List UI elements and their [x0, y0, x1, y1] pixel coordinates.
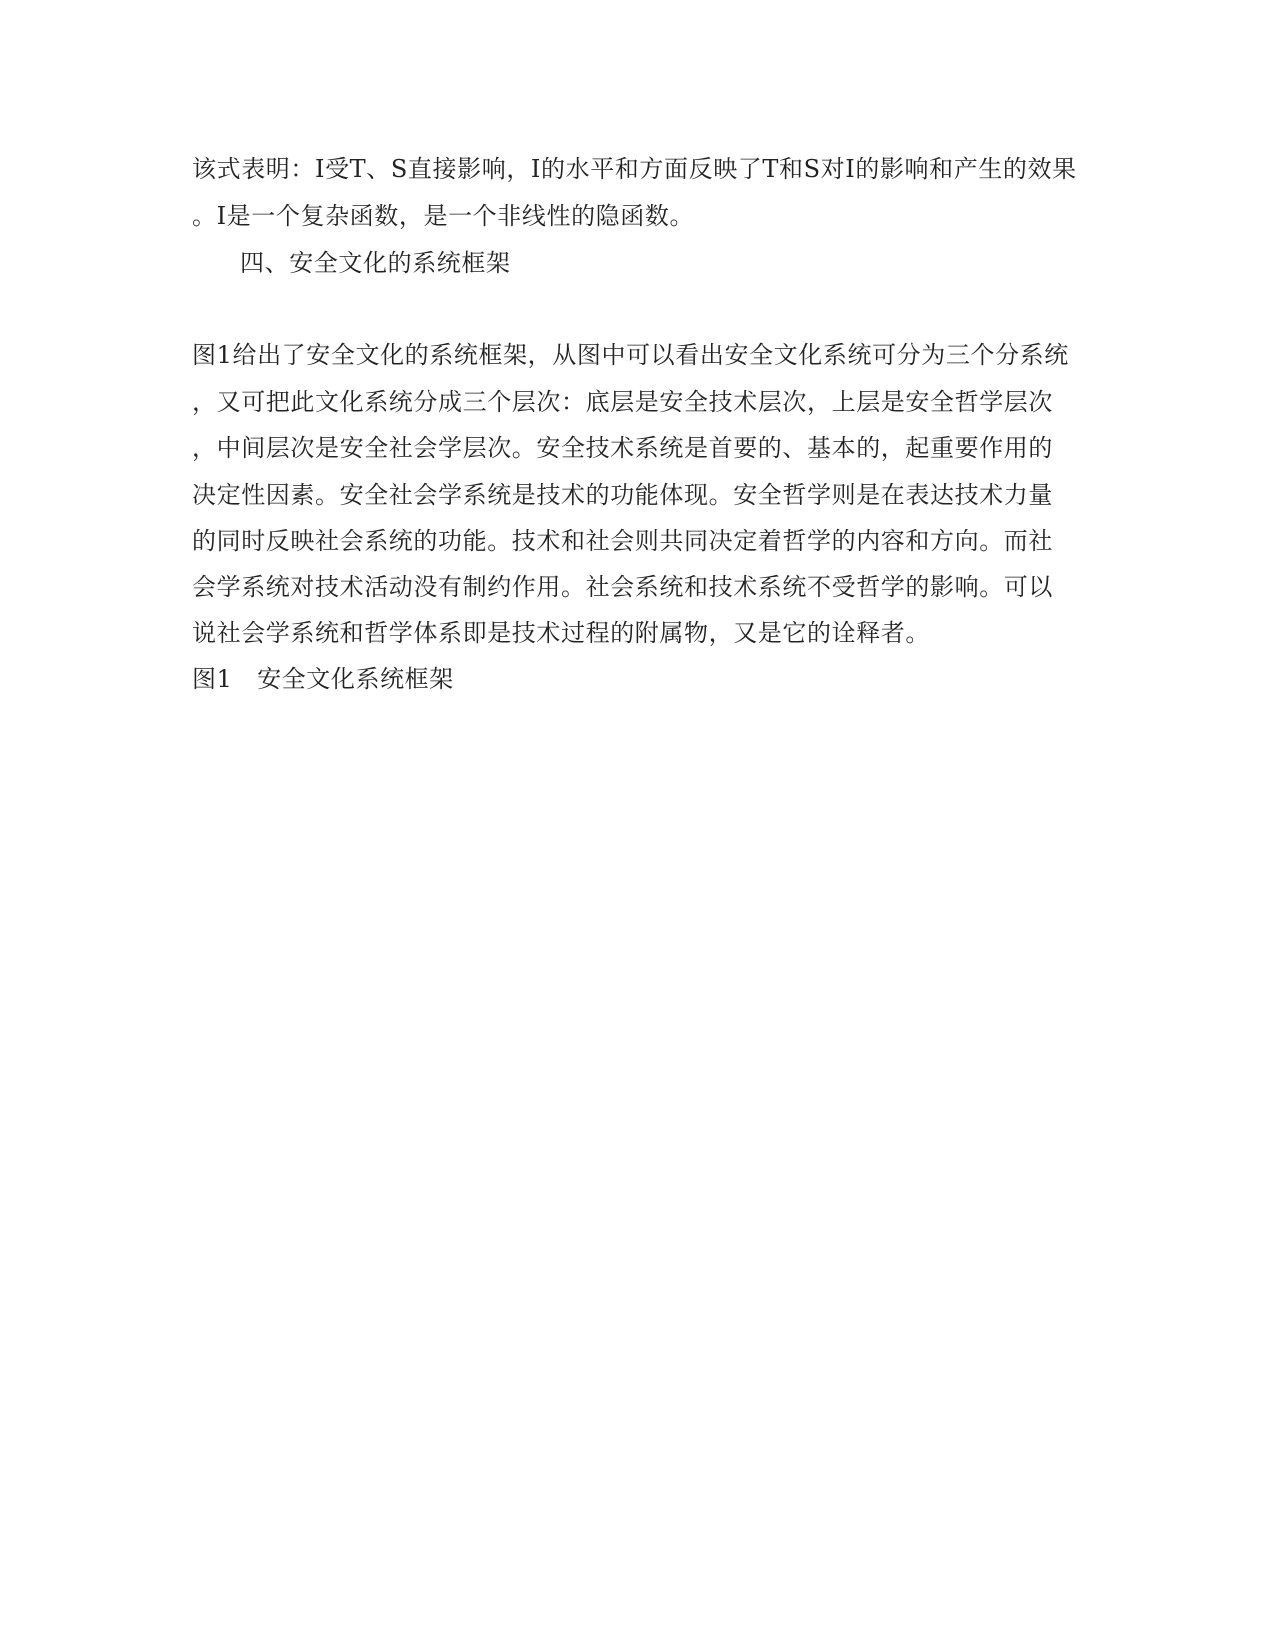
text-line: 的同时反映社会系统的功能。技术和社会则共同决定着哲学的内容和方向。而社 — [192, 527, 1053, 555]
text-line: 会学系统对技术活动没有制约作用。社会系统和技术系统不受哲学的影响。可以 — [192, 573, 1053, 601]
text-line: ，中间层次是安全社会学层次。安全技术系统是首要的、基本的，起重要作用的 — [192, 434, 1053, 462]
text-line: 图1给出了安全文化的系统框架，从图中可以看出安全文化系统可分为三个分系统 — [192, 341, 1069, 369]
figure-caption: 图1 安全文化系统框架 — [192, 665, 454, 693]
text-line: 说社会学系统和哲学体系即是技术过程的附属物，又是它的诠释者。 — [192, 619, 930, 647]
section-heading: 四、安全文化的系统框架 — [240, 249, 511, 277]
text-line: 该式表明：I受T、S直接影响，I的水平和方面反映了T和S对I的影响和产生的效果 — [192, 155, 1077, 183]
text-line: 。I是一个复杂函数，是一个非线性的隐函数。 — [192, 202, 695, 230]
text-line: ，又可把此文化系统分成三个层次：底层是安全技术层次，上层是安全哲学层次 — [192, 388, 1053, 416]
text-line: 决定性因素。安全社会学系统是技术的功能体现。安全哲学则是在表达技术力量 — [192, 481, 1053, 509]
